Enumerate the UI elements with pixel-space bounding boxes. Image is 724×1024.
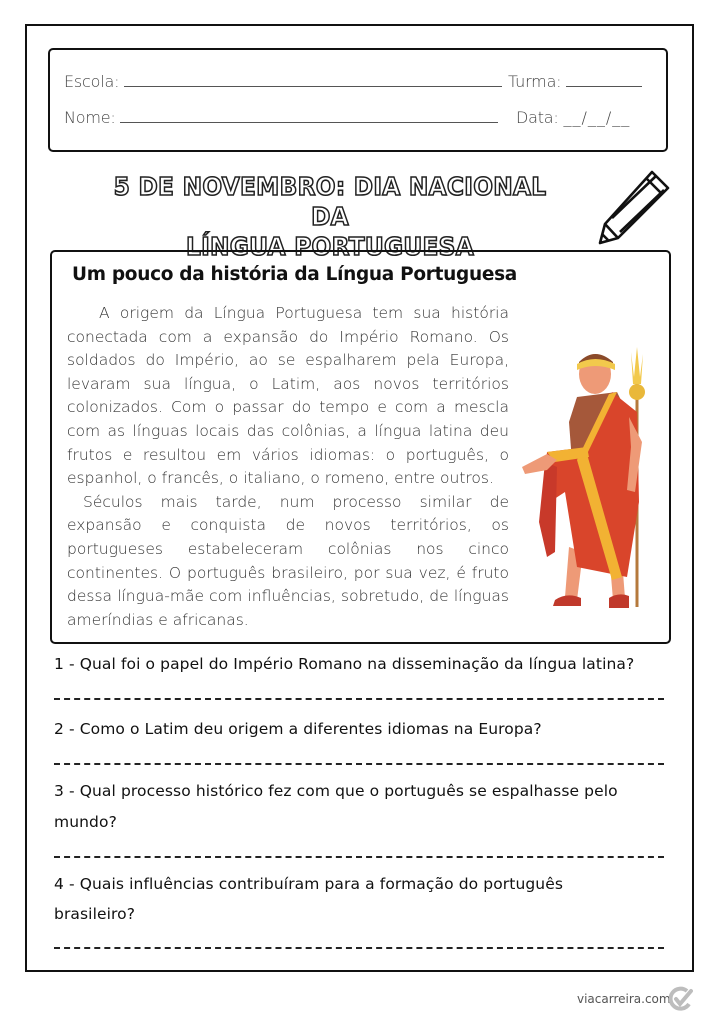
- student-info-box: [48, 48, 668, 152]
- date-field[interactable]: __/__/__: [563, 108, 631, 127]
- answer-line-2[interactable]: [54, 763, 664, 765]
- title-line-2: LÍNGUA PORTUGUESA: [185, 232, 474, 261]
- reading-box: [50, 250, 671, 644]
- name-label: Nome:: [64, 108, 116, 127]
- title-line-1: 5 DE NOVEMBRO: DIA NACIONAL DA: [113, 172, 547, 231]
- reading-body: [67, 302, 509, 632]
- school-row: [64, 72, 502, 91]
- question-2: 2 - Como o Latim deu origem a diferentes idiomas na Europa?: [54, 720, 542, 738]
- school-field[interactable]: [124, 72, 502, 87]
- answer-line-3[interactable]: [54, 856, 664, 858]
- class-row: [508, 72, 642, 91]
- class-field[interactable]: [566, 72, 642, 87]
- question-3: 3 - Qual processo histórico fez com que o português se espalhasse pelo: [54, 782, 618, 800]
- footer-site: viacarreira.com: [577, 992, 671, 1006]
- name-field[interactable]: [120, 108, 498, 123]
- question-1: 1 - Qual foi o papel do Império Romano na disseminação da língua latina?: [54, 655, 635, 673]
- answer-line-4[interactable]: [54, 947, 664, 949]
- date-label: Data:: [516, 108, 559, 127]
- roman-emperor-illustration: [517, 342, 667, 622]
- reading-paragraph-1: A origem da Língua Portuguesa tem sua história conectada com a expansão do Império Romano. Os soldados do Império, ao se espalharem pela Europa, levaram sua língua, o Latim, aos novos territórios colonizados. Com o passar do tempo e com a mescla com as línguas locais das colônias, a língua latina deu frutos e resultou em vários idiomas: o português, o espanhol, o francês, o italiano, o romeno, entre outros.: [67, 304, 509, 488]
- answer-line-1[interactable]: [54, 698, 664, 700]
- reading-heading: Um pouco da história da Língua Portuguesa: [72, 264, 517, 285]
- reading-paragraph-2: Séculos mais tarde, num processo similar de expansão e conquista de novos territórios, os portugueses estabeleceram colônias nos cinco continentes. O português brasileiro, por sua vez, é fruto dessa língua-mãe com influências, sobretudo, de línguas ameríndias e africanas.: [67, 492, 509, 629]
- question-4: 4 - Quais influências contribuíram para a formação do português: [54, 875, 564, 893]
- class-label: Turma:: [508, 72, 562, 91]
- page-title: [98, 172, 563, 262]
- question-4-continued: brasileiro?: [54, 905, 136, 923]
- name-row: [64, 108, 498, 127]
- date-row: [516, 108, 630, 127]
- pencil-icon: [594, 166, 674, 246]
- check-logo-icon: [669, 986, 693, 1012]
- school-label: Escola:: [64, 72, 120, 91]
- question-3-continued: mundo?: [54, 813, 117, 831]
